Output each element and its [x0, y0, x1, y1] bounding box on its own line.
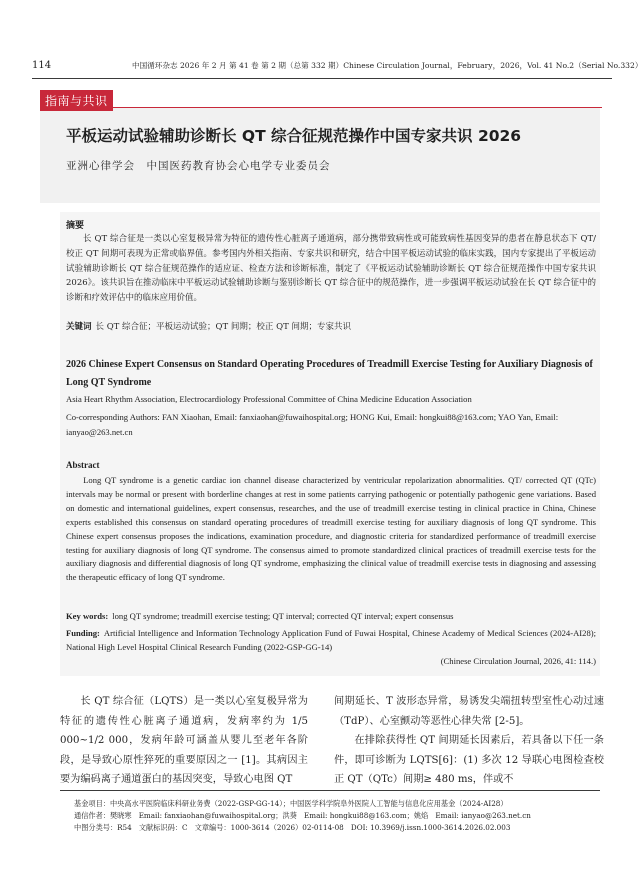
- section-tag: 指南与共识: [40, 90, 113, 111]
- body-right-paragraph-1: 间期延长、T 波形态异常，易诱发尖端扭转型室性心动过速（TdP）、心室颤动等恶性心律失常 [2-5]。: [334, 696, 604, 727]
- footnote-rule: [60, 790, 600, 791]
- footnotes: [74, 798, 604, 833]
- cn-abstract-label: 摘要: [66, 221, 85, 231]
- body-left-column: 长 QT 综合征（LQTS）是一类以心室复极异常为特征的遗传性心脏离子通道病，发病率约为 1/5 000~1/2 000，发病年龄可涵盖从婴儿至老年各阶段，是导致心原性猝死的重要原因之一 [1]。其病因主要为编码离子通道蛋白的基因突变，导致心电图 QT: [60, 696, 308, 786]
- footnote-corresponding: 通信作者：樊晓寒 Email: fanxiaohan@fuwaihospital.org；洪葵 Email: hongkui88@163.com；姚焰 Email: ianyao@263.net.cn: [74, 810, 531, 820]
- footnote-classification: 中图分类号：R54 文献标识码：C 文章编号：1000-3614（2026）02-0114-08 DOI: 10.3969/j.issn.1000-3614.2026.02.003: [74, 822, 511, 832]
- journal-header: 中国循环杂志 2026 年 2 月 第 41 卷 第 2 期（总第 332 期）Chinese Circulation Journal，February，2026，Vol. 41 No.2（Serial No.332）: [132, 61, 643, 70]
- article-authors: 亚洲心律学会 中国医药教育协会心电学专业委员会: [66, 160, 331, 172]
- section-tag-rule: [40, 107, 602, 108]
- cn-abstract-text: 长 QT 综合征是一类以心室复极异常为特征的遗传性心脏离子通道病，部分携带致病性或可能致病性基因变异的患者在静息状态下 QT/ 校正 QT 间期可表现为正常或临界值。参考国内外相关指南、专家共识和研究，结合中国平板运动试验的临床实践，国内专家提出了平板运动试验辅助诊断长 QT 综合征规范操作的适应证、检查方法和诊断标准，制定了《平板运动试验辅助诊断长 QT 综合征规范操作中国专家共识 2026》。该共识旨在推动临床中平板运动试验辅助诊断与鉴别诊断长 QT 综合征中的规范操作，进一步强调平板运动试验在长 QT 综合征中的诊断和疗效评估中的临床应用价值。: [66, 234, 596, 304]
- en-title: 2026 Chinese Expert Consensus on Standard Operating Procedures of Treadmill Exercise Testing for Auxiliary Diagnosis of Long QT Syndrome: [66, 359, 593, 388]
- footnote-funding: 基金项目：中央高水平医院临床科研业务费（2022-GSP-GG-14）；中国医学科学院阜外医院人工智能与信息化应用基金（2024-AI28）: [74, 799, 508, 808]
- en-organizations: Asia Heart Rhythm Association, Electrocardiology Professional Committee of China Medicine Education Association: [66, 394, 472, 404]
- en-funding: [66, 626, 596, 654]
- body-right-column: [334, 692, 604, 790]
- en-abstract-label: Abstract: [66, 460, 100, 470]
- cn-keywords-label: 关键词: [66, 322, 92, 332]
- en-funding-label: Funding:: [66, 628, 100, 638]
- cn-keywords: [66, 320, 596, 332]
- body-right-paragraph-2: 在排除获得性 QT 间期延长因素后，若具备以下任一条件，即可诊断为 LQTS[6]：(1) 多次 12 导联心电图检查校正 QT（QTc）间期≥ 480 ms，伴或不: [334, 735, 604, 786]
- en-keywords-text: long QT syndrome; treadmill exercise testing; QT interval; corrected QT interval; expert consensus: [112, 611, 454, 621]
- en-abstract-text: Long QT syndrome is a genetic cardiac ion channel disease characterized by ventricular repolarization abnormalities. QT/ corrected QT (QTc) intervals may be normal or present with borderline changes at rest in some patients carrying pathogenic or potentially pathogenic gene variations. Based on domestic and international guidelines, expert consensus, researches, and the use of treadmill exercise testing in clinical practice in China, Chinese experts established this consensus on standard operating procedures of treadmill exercise testing for auxiliary diagnosis of long QT syndrome. This Chinese expert consensus proposes the indications, examination procedure, and diagnostic criteria for standardized performance of treadmill exercise testing for auxiliary diagnosis of long QT syndrome. The consensus aimed to promote standardized clinical practices of treadmill exercise tests for the auxiliary diagnosis and differential diagnosis of long QT syndrome, emphasizing the clinical value of treadmill exercise tests in diagnosing and assessing the therapeutic efficacy of long QT syndrome.: [66, 475, 596, 583]
- title-panel: [40, 108, 600, 203]
- en-keywords-label: Key words:: [66, 611, 109, 621]
- page-number: 114: [32, 60, 52, 71]
- en-keywords: [66, 611, 596, 621]
- cn-keywords-text: 长 QT 综合征；平板运动试验；QT 间期；校正 QT 间期；专家共识: [95, 322, 351, 332]
- article-title: 平板运动试验辅助诊断长 QT 综合征规范操作中国专家共识 2026: [66, 127, 522, 145]
- en-corresponding-authors: Co-corresponding Authors: FAN Xiaohan, Email: fanxiaohan@fuwaihospital.org; HONG Kui, Email: hongkui88@163.com; YAO Yan, Email: ianyao@263.net.cn: [66, 412, 559, 437]
- en-funding-text: Artificial Intelligence and Information Technology Application Fund of Fuwai Hospital, Chinese Academy of Medical Sciences (2024-AI28); National High Level Hospital Clinical Research Funding (2022-GSP-GG-14): [66, 628, 596, 652]
- en-citation: (Chinese Circulation Journal, 2026, 41: 114.): [440, 656, 596, 666]
- header-rule: [32, 78, 612, 79]
